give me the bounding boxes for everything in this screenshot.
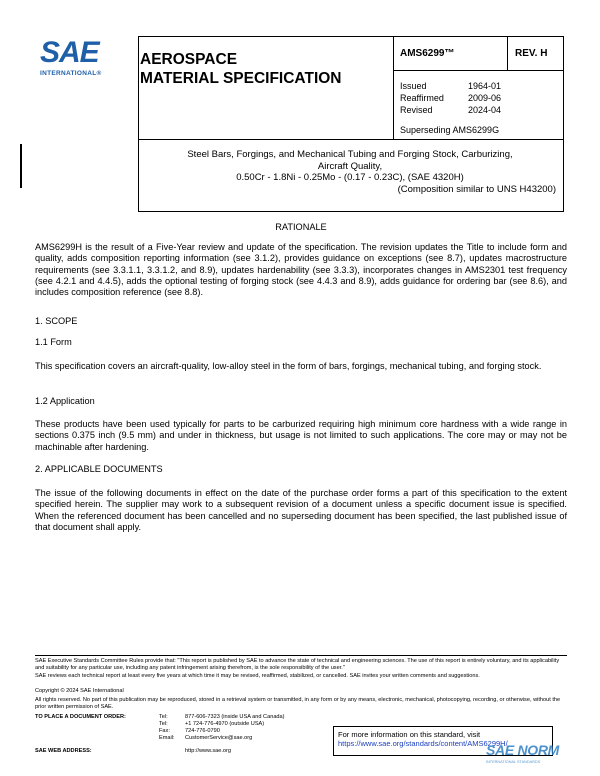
header-divider-rev — [507, 36, 508, 70]
document-number: AMS6299™ — [400, 48, 455, 59]
more-info-link[interactable]: https://www.sae.org/standards/content/AMS6299H/ — [338, 739, 508, 748]
contact-label: Tel: — [159, 721, 168, 727]
date-label: Revised — [400, 105, 433, 115]
header-rule — [393, 70, 563, 71]
title-line-1: AEROSPACE — [140, 51, 238, 68]
contact-email[interactable]: CustomerService@sae.org — [185, 735, 253, 741]
watermark-logo: SAE NORM — [486, 742, 560, 758]
superseding-note: Superseding AMS6299G — [400, 125, 500, 135]
header-divider — [393, 36, 394, 139]
spec-title-line: (Composition similar to UNS H43200) — [397, 183, 556, 195]
date-table — [400, 80, 501, 116]
section-application-text: These products have been used typically for parts to be carburized requiring high minimum core hardness with a wide range in sections 0.375 inch (9.5 mm) and under in thickness, but usage is not limited to such applications. The core may or may not be machinable after hardening. — [35, 419, 567, 452]
title-line-2: MATERIAL SPECIFICATION — [140, 70, 342, 87]
document-type-title — [140, 50, 386, 88]
watermark-subtitle: INTERNATIONAL STANDARDS — [486, 760, 541, 764]
contact-value: +1 724-776-4970 (outside USA) — [185, 721, 265, 727]
contact-label: Tel: — [159, 714, 168, 720]
section-application-heading: 1.2 Application — [35, 396, 95, 406]
logo-subtitle: INTERNATIONAL® — [40, 70, 102, 77]
order-label: TO PLACE A DOCUMENT ORDER: — [35, 714, 126, 720]
contact-value: 724-776-0790 — [185, 728, 220, 734]
contact-value: 877-606-7323 (inside USA and Canada) — [185, 714, 285, 720]
footer-copyright: Copyright © 2024 SAE International — [35, 688, 124, 694]
date-label: Issued — [400, 81, 427, 91]
web-address-link[interactable]: http://www.sae.org — [185, 748, 232, 754]
contact-label: Email: — [159, 735, 175, 741]
rationale-heading: RATIONALE — [275, 222, 327, 232]
spec-title-line: Aircraft Quality, — [317, 160, 383, 172]
revision-bar — [20, 144, 22, 188]
sae-logo — [40, 38, 118, 77]
spec-title-line: Steel Bars, Forgings, and Mechanical Tubing and Forging Stock, Carburizing, — [187, 149, 513, 160]
footer-note-rules: SAE Executive Standards Committee Rules provide that: "This report is published by SAE to advance the state of technical and engineering sciences. The use of this report is entirely voluntary, and its applicability and suitability for any particular use, including any patent infringement arising therefrom, is the sole responsibility of the user." — [35, 658, 560, 671]
spec-title-line: 0.50Cr - 1.8Ni - 0.25Mo - (0.17 - 0.23C), (SAE 4320H) — [236, 172, 464, 183]
section-applicable-docs-heading: 2. APPLICABLE DOCUMENTS — [35, 464, 163, 474]
contact-table — [35, 714, 285, 755]
rationale-text: AMS6299H is the result of a Five-Year review and update of the specification. The revision updates the Title to include form and quality, adds composition reporting information (see 3.1.2), provides guidance on exceptions (see 8.7), updates macrostructure requirements (see 3.3.1.1, 3.3.1.2, and 8.9), updates hardenability (see 3.3.3), incorporates changes in AMS2301 test frequency (see 4.2.1 and 4.4.5), adds the optional testing of forging stock (see 4.4.3 and 8.9), adds guidance for ordering bar (see 8.6), and includes composition reference (see 8.8). — [35, 242, 567, 298]
date-row — [400, 92, 501, 104]
section-scope-heading: 1. SCOPE — [35, 316, 78, 326]
date-label: Reaffirmed — [400, 93, 444, 103]
web-label: SAE WEB ADDRESS: — [35, 748, 92, 754]
section-form-text: This specification covers an aircraft-quality, low-alloy steel in the form of bars, forgings, mechanical tubing, and forging stock. — [35, 361, 542, 371]
date-value: 2009-06 — [468, 93, 502, 103]
date-row — [400, 80, 501, 92]
date-row — [400, 104, 501, 116]
footer-rule — [35, 655, 567, 656]
footer-note-review: SAE reviews each technical report at least every five years at which time it may be revised, reaffirmed, stabilized, or cancelled. SAE invites your written comments and suggestions. — [35, 673, 480, 679]
section-form-heading: 1.1 Form — [35, 337, 72, 347]
more-info-text: For more information on this standard, visit — [338, 730, 481, 739]
date-value: 2024-04 — [468, 105, 502, 115]
contact-label: Fax: — [159, 728, 170, 734]
date-value: 1964-01 — [468, 81, 502, 91]
revision-label: REV. H — [515, 48, 548, 59]
logo-mark: SAE — [40, 36, 99, 69]
section-applicable-docs-text: The issue of the following documents in effect on the date of the purchase order forms a part of this specification to the extent specified herein. The supplier may work to a subsequent revision of a document unless a specific document issue is specified. When the referenced document has been cancelled and no superseding document has been specified, the last published issue of that document shall apply. — [35, 488, 567, 532]
footer-rights: All rights reserved. No part of this publication may be reproduced, stored in a retrieval system or transmitted, in any form or by any means, electronic, mechanical, photocopying, recording, or otherwise, without the prior written permission of SAE. — [35, 697, 561, 710]
spec-title — [150, 149, 556, 195]
